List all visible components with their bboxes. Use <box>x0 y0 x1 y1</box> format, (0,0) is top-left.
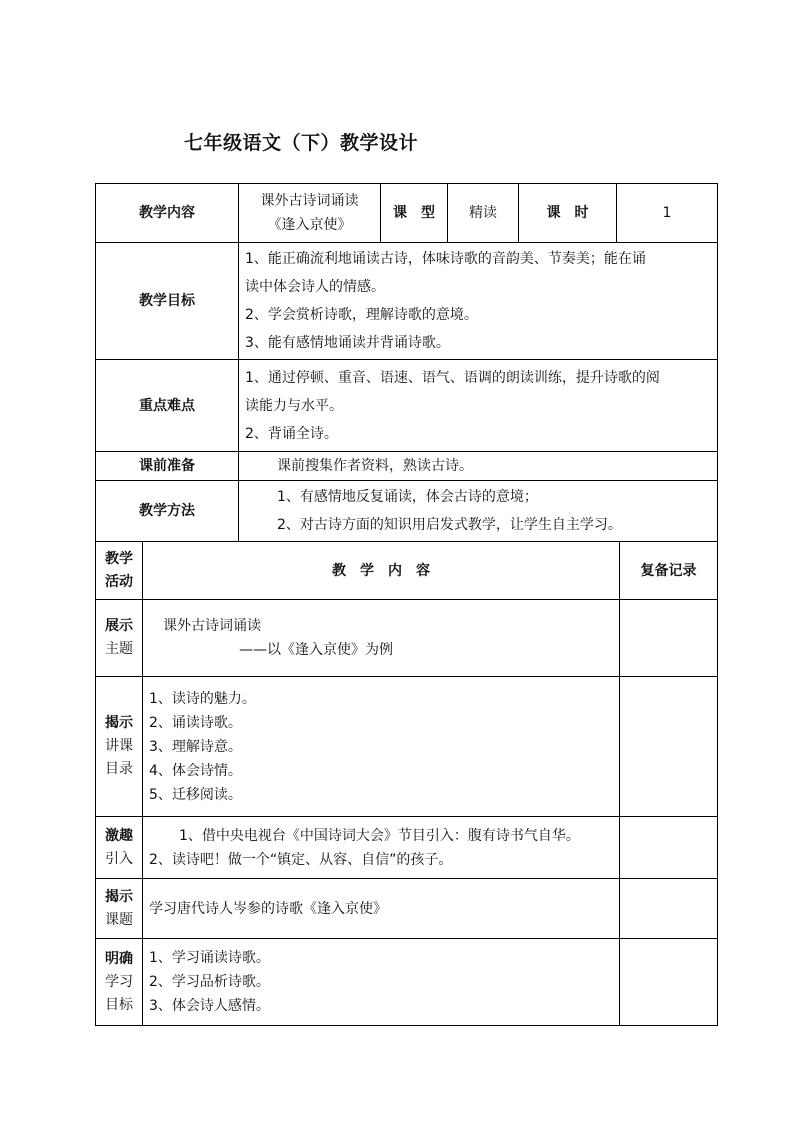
activity-label: 明确 学习 目标 <box>96 939 143 1026</box>
document-title: 七年级语文（下）教学设计 <box>184 132 419 154</box>
methods-content <box>239 481 718 542</box>
content-value-line1: 课外古诗词诵读 <box>260 193 359 209</box>
activity-content <box>143 677 620 817</box>
activity-header-label: 教学 活动 <box>96 542 143 600</box>
activity-label: 揭示 讲课 目录 <box>96 677 143 817</box>
record-cell <box>620 817 718 879</box>
goals-line: 2、学会赏析诗歌，理解诗歌的意境。 <box>245 307 478 323</box>
content-value-line2: 《逢入京使》 <box>267 217 352 233</box>
record-cell <box>620 879 718 939</box>
methods-line: 1、有感情地反复诵读，体会古诗的意境； <box>277 489 538 505</box>
activity-line: 2、读诗吧！做一个“镇定、从容、自信”的孩子。 <box>149 851 453 868</box>
activity-line: ——以《逢入京使》为例 <box>239 642 393 658</box>
activity-content <box>143 879 620 939</box>
activity-line: 课外古诗词诵读 <box>163 618 261 634</box>
record-header: 复备记录 <box>620 542 718 600</box>
record-cell <box>620 600 718 677</box>
type-label: 课 型 <box>381 184 448 243</box>
activity-label: 展示 主题 <box>96 600 143 677</box>
activity-label: 激趣 引入 <box>96 817 143 879</box>
activity-content <box>143 817 620 879</box>
activity-line: 2、学习品析诗歌。 <box>149 974 270 990</box>
keypoints-content <box>239 360 718 452</box>
activity-label: 揭示 课题 <box>96 879 143 939</box>
goals-line: 3、能有感情地诵读并背诵诗歌。 <box>245 335 450 351</box>
preparation-content: 课前搜集作者资料，熟读古诗。 <box>239 452 718 481</box>
activity-line: 1、学习诵读诗歌。 <box>149 950 270 966</box>
type-value: 精读 <box>448 184 519 243</box>
content-label: 教学内容 <box>96 184 239 243</box>
preparation-label: 课前准备 <box>96 452 239 481</box>
goals-line: 1、能正确流利地诵读古诗，体味诗歌的音韵美、节奏美；能在诵 <box>245 251 646 267</box>
keypoints-label: 重点难点 <box>96 360 239 452</box>
keypoints-line: 读能力与水平。 <box>245 397 343 414</box>
lesson-info-table <box>95 183 718 542</box>
goals-line: 读中体会诗人的情感。 <box>245 279 385 295</box>
period-label: 课 时 <box>519 184 617 243</box>
record-cell <box>620 677 718 817</box>
goals-label: 教学目标 <box>96 243 239 360</box>
activities-table <box>95 541 718 1026</box>
activity-line: 3、体会诗人感情。 <box>149 998 270 1014</box>
methods-line: 2、对古诗方面的知识用启发式教学，让学生自主学习。 <box>277 517 622 533</box>
methods-label: 教学方法 <box>96 481 239 542</box>
record-cell <box>620 939 718 1026</box>
activity-line: 5、迁移阅读。 <box>149 786 242 803</box>
activity-content <box>143 939 620 1026</box>
activity-line: 3、理解诗意。 <box>149 738 242 755</box>
activity-line: 1、借中央电视台《中国诗词大会》节目引入：腹有诗书气自华。 <box>179 827 580 844</box>
keypoints-line: 1、通过停顿、重音、语速、语气、语调的朗读训练，提升诗歌的阅 <box>245 369 660 386</box>
content-value <box>239 184 381 243</box>
keypoints-line: 2、背诵全诗。 <box>245 425 338 442</box>
content-header: 教 学 内 容 <box>143 542 620 600</box>
activity-line: 1、读诗的魅力。 <box>149 690 256 707</box>
goals-content <box>239 243 718 360</box>
period-value: 1 <box>617 184 718 243</box>
activity-line: 2、诵读诗歌。 <box>149 714 242 731</box>
activity-line: 学习唐代诗人岑参的诗歌《逢入京使》 <box>149 900 387 917</box>
activity-content <box>143 600 620 677</box>
activity-line: 4、体会诗情。 <box>149 762 242 779</box>
